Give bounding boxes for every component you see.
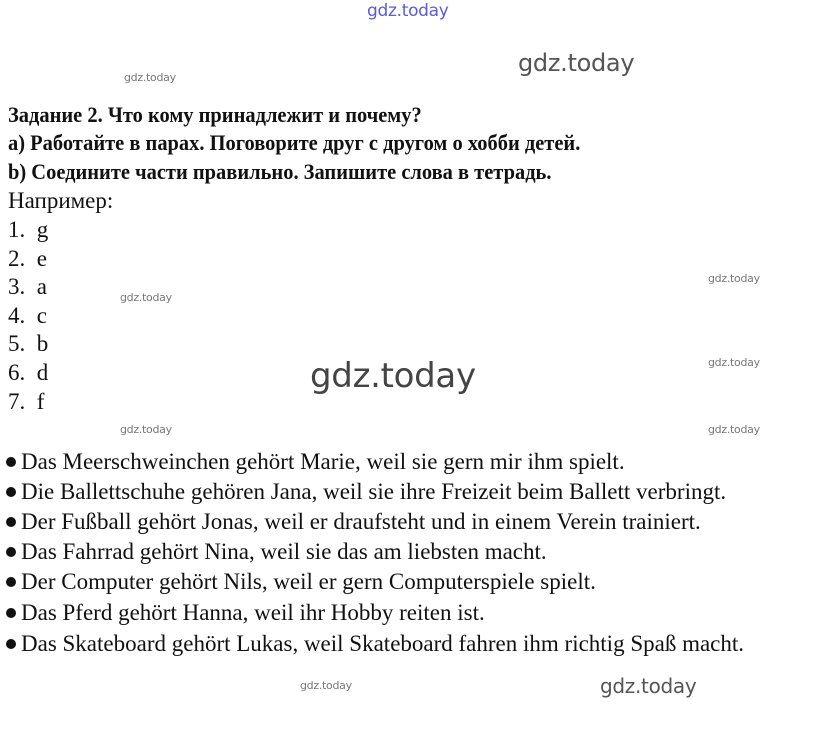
watermark: gdz.today (300, 679, 352, 692)
answer-letter: f (36, 389, 45, 414)
sentence-item (6, 508, 701, 536)
answer-number: 4. (8, 303, 26, 328)
bullet-icon (6, 517, 16, 527)
answer-number: 6. (8, 360, 26, 385)
watermark: gdz.today (124, 71, 176, 84)
answer-item (8, 216, 48, 244)
answer-letter: g (36, 217, 49, 242)
watermark: gdz.today (708, 272, 760, 285)
answer-item (8, 273, 47, 301)
task-title: Задание 2. Что кому принадлежит и почему? (8, 102, 422, 127)
answer-item (8, 330, 48, 358)
task-part-a: a) Работайте в парах. Поговорите друг с другом о хобби детей. (8, 130, 581, 155)
bullet-icon (6, 608, 16, 618)
sentence-text: Das Skateboard gehört Lukas, weil Skateboard fahren ihm richtig Spaß macht. (21, 631, 745, 656)
answer-number: 7. (8, 389, 26, 414)
watermark: gdz.today (120, 423, 172, 436)
answer-number: 1. (8, 217, 26, 242)
watermark: gdz.today (600, 674, 697, 698)
sentence-text: Der Fußball gehört Jonas, weil er draufsteht und in einem Verein trainiert. (21, 509, 701, 534)
answer-item (8, 388, 44, 416)
answer-item (8, 359, 48, 387)
answer-letter: b (36, 331, 49, 356)
watermark: gdz.today (708, 423, 760, 436)
watermark: gdz.today (310, 356, 476, 396)
sentence-text: Das Pferd gehört Hanna, weil ihr Hobby reiten ist. (21, 600, 485, 625)
watermark: gdz.today (708, 356, 760, 369)
answer-letter: d (36, 360, 49, 385)
bullet-icon (6, 639, 16, 649)
sentence-item (6, 568, 596, 596)
sentence-item (6, 599, 485, 627)
task-part-b: b) Соедините части правильно. Запишите слова в тетрадь. (8, 159, 552, 184)
watermark: gdz.today (367, 1, 449, 21)
watermark: gdz.today (518, 49, 635, 77)
sentence-item (6, 630, 744, 658)
bullet-icon (6, 577, 16, 587)
answer-item (8, 302, 47, 330)
bullet-icon (6, 487, 16, 497)
answer-letter: e (36, 246, 47, 271)
answer-number: 3. (8, 274, 26, 299)
bullet-icon (6, 547, 16, 557)
answer-number: 2. (8, 246, 26, 271)
bullet-icon (6, 457, 16, 467)
watermark: gdz.today (120, 291, 172, 304)
answer-letter: c (36, 303, 47, 328)
answer-number: 5. (8, 331, 26, 356)
sentence-text: Das Meerschweinchen gehört Marie, weil sie gern mir ihm spielt. (21, 449, 625, 474)
sentence-item (6, 538, 547, 566)
sentence-item (6, 448, 625, 476)
example-label: Например: (8, 188, 114, 213)
sentence-text: Das Fahrrad gehört Nina, weil sie das am liebsten macht. (21, 539, 547, 564)
sentence-text: Die Ballettschuhe gehören Jana, weil sie ihre Freizeit beim Ballett verbringt. (21, 479, 727, 504)
sentence-text: Der Computer gehört Nils, weil er gern Computerspiele spielt. (21, 569, 596, 594)
answer-item (8, 245, 47, 273)
sentence-item (6, 478, 726, 506)
answer-letter: a (36, 274, 47, 299)
